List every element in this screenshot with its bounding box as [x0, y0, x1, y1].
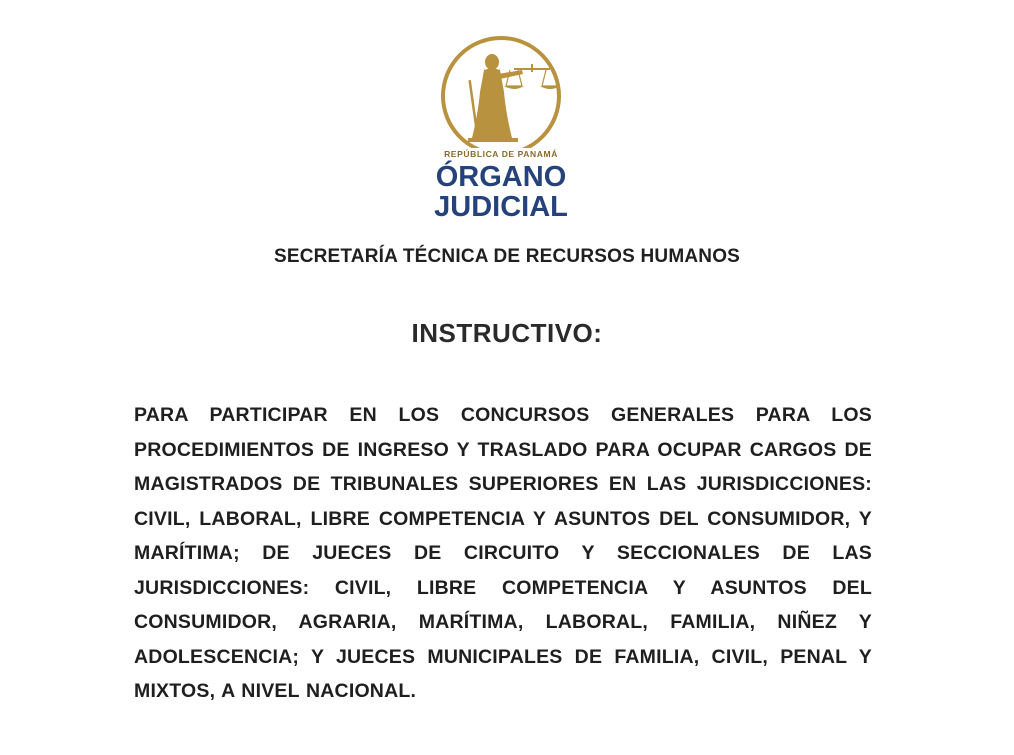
- logo-line2-text: JUDICIAL: [434, 191, 568, 223]
- document-title: INSTRUCTIVO:: [411, 318, 603, 348]
- department-heading: SECRETARÍA TÉCNICA DE RECURSOS HUMANOS: [273, 246, 741, 267]
- logo-line1-text: ÓRGANO: [435, 161, 567, 193]
- organo-judicial-logo: [428, 34, 574, 224]
- justice-emblem-icon: [428, 34, 574, 224]
- document-body: PARA PARTICIPAR EN LOS CONCURSOS GENERALES PARA LOS PROCEDIMIENTOS DE INGRESO Y TRASLADO PARA OCUPAR CARGOS DE MAGISTRADOS DE TRIBUNALES SUPERIORES EN LAS JURISDICCIONES: CIVIL, LABORAL, LIBRE COMPETENCIA Y ASUNTOS DEL CONSUMIDOR, Y MARÍTIMA; DE JUECES DE CIRCUITO Y SECCIONALES DE LAS JURISDICCIONES: CIVIL, LIBRE COMPETENCIA Y ASUNTOS DEL CONSUMIDOR, AGRARIA, MARÍTIMA, LABORAL, FAMILIA, NIÑEZ Y ADOLESCENCIA; Y JUECES MUNICIPALES DE FAMILIA, CIVIL, PENAL Y MIXTOS, A NIVEL NACIONAL.: [134, 404, 872, 702]
- logo-republic-text: REPÚBLICA DE PANAMÁ: [444, 149, 558, 159]
